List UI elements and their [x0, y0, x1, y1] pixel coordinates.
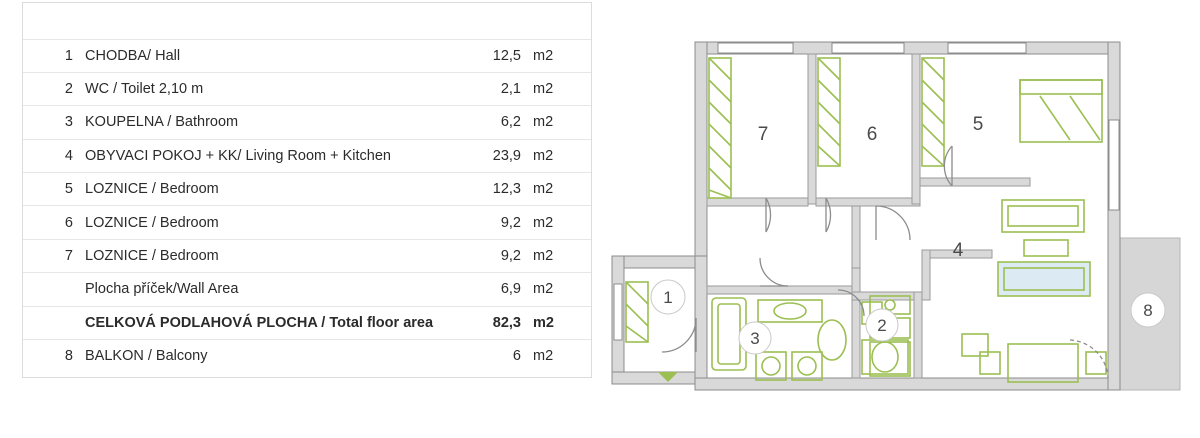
table-row: [23, 173, 591, 206]
row-unit: m2: [527, 39, 591, 72]
room-label-2: 2: [877, 316, 887, 335]
row-unit: m2: [527, 139, 591, 172]
row-unit: m2: [527, 206, 591, 239]
row-number: 1: [23, 39, 79, 72]
header-num: [23, 3, 79, 39]
row-name: OBYVACI POKOJ + KK/ Living Room + Kitchen: [79, 139, 443, 172]
room-label-6: 6: [866, 124, 878, 145]
header-unit: [527, 3, 591, 39]
row-unit: m2: [527, 306, 591, 339]
wardrobe-hall: [626, 282, 648, 342]
room-label-5: 5: [972, 114, 984, 135]
table-row-total: [23, 306, 591, 339]
bed-room5: [1020, 80, 1102, 142]
row-name: LOZNICE / Bedroom: [79, 206, 443, 239]
row-name: CELKOVÁ PODLAHOVÁ PLOCHA / Total floor area: [79, 306, 443, 339]
row-unit: m2: [527, 239, 591, 272]
row-area: 82,3: [443, 306, 527, 339]
table-row: [23, 39, 591, 72]
row-number: 8: [64, 348, 73, 365]
wardrobe-room6-left: [818, 58, 840, 166]
header-area: [443, 3, 527, 39]
row-area: 6,9: [443, 273, 527, 306]
sectional-sofa: [998, 262, 1090, 296]
table-row: [23, 239, 591, 272]
row-unit: m2: [527, 273, 591, 306]
row-area: 12,3: [443, 173, 527, 206]
header-name: [79, 3, 443, 39]
row-area: 6: [512, 348, 521, 365]
row-number: 5: [23, 173, 79, 206]
row-name: LOZNICE / Bedroom: [79, 173, 443, 206]
bathroom-fixtures: [712, 298, 846, 380]
row-name: LOZNICE / Bedroom: [79, 239, 443, 272]
dining-table: [980, 344, 1106, 382]
row-unit: m2: [527, 173, 591, 206]
room-label-3: 3: [750, 329, 760, 348]
floor-plan-drawing: [600, 0, 1200, 438]
room-label-4: 4: [952, 240, 964, 261]
row-number: [23, 306, 79, 339]
row-unit: m2: [533, 348, 554, 365]
row-unit: m2: [527, 72, 591, 105]
table-row: [23, 340, 591, 373]
row-name: Plocha příček/Wall Area: [79, 273, 443, 306]
row-name: CHODBA/ Hall: [79, 39, 443, 72]
row-number: 3: [23, 106, 79, 139]
row-area: 23,9: [443, 139, 527, 172]
sofa: [1002, 200, 1084, 232]
row-number: 7: [23, 239, 79, 272]
room-label-7: 7: [757, 124, 769, 145]
row-name: WC / Toilet 2,10 m: [79, 72, 443, 105]
table-header-row: [23, 3, 591, 39]
table-row: [23, 106, 591, 139]
table-row: [23, 273, 591, 306]
room-label-8: 8: [1143, 301, 1153, 320]
row-number: 4: [23, 139, 79, 172]
table-row: [23, 206, 591, 239]
row-name: BALKON / Balcony: [85, 348, 208, 365]
room-label-1: 1: [663, 288, 673, 307]
row-area: 6,2: [443, 106, 527, 139]
row-area: 9,2: [443, 239, 527, 272]
row-area: 9,2: [443, 206, 527, 239]
room-schedule-table: [22, 2, 592, 378]
row-number: [23, 273, 79, 306]
row-number: 6: [23, 206, 79, 239]
row-area: 2,1: [443, 72, 527, 105]
table-row: [23, 139, 591, 172]
wardrobe-room7: [709, 58, 731, 198]
row-area: 12,5: [443, 39, 527, 72]
row-number: 2: [23, 72, 79, 105]
coffee-table: [1024, 240, 1068, 256]
row-name: KOUPELNA / Bathroom: [79, 106, 443, 139]
wardrobe-room5: [922, 58, 944, 166]
row-unit: m2: [527, 106, 591, 139]
table-row: [23, 72, 591, 105]
